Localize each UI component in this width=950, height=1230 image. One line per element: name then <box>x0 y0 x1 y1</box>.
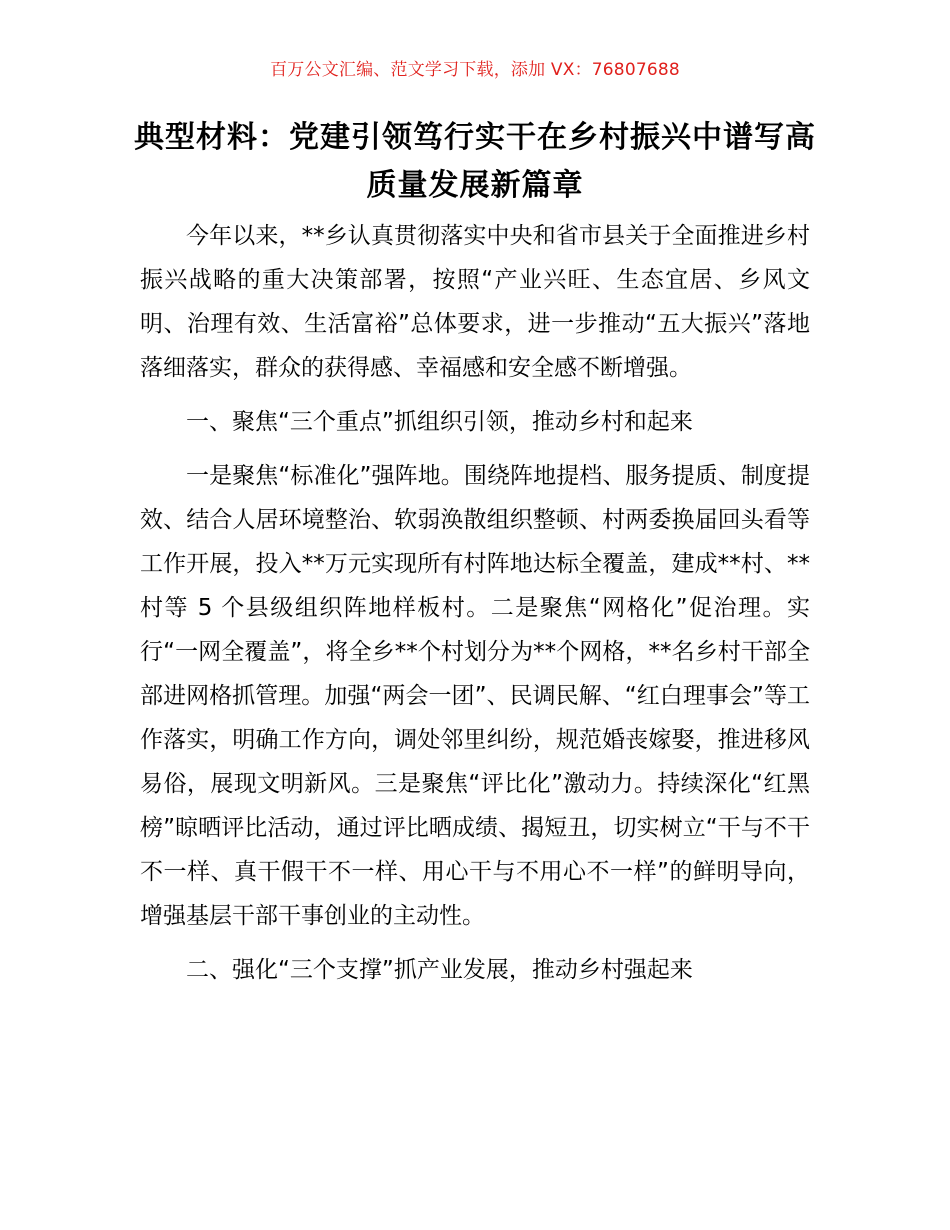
intro-paragraph: 今年以来，**乡认真贯彻落实中央和省市县关于全面推进乡村振兴战略的重大决策部署，按照“产业兴旺、生态宜居、乡风文明、治理有效、生活富裕”总体要求，进一步推动“五大振兴”落地落细落实，群众的获得感、幸福感和安全感不断增强。 <box>140 223 810 381</box>
section-heading-1: 一、聚焦“三个重点”抓组织引领，推动乡村和起来 <box>186 409 693 435</box>
document-title: 典型材料：党建引领笃行实干在乡村振兴中谱写高质量发展新篇章 <box>134 120 816 203</box>
section-1-paragraph: 一是聚焦“标准化”强阵地。围绕阵地提档、服务提质、制度提效、结合人居环境整治、软弱涣散组织整顿、村两委换届回头看等工作开展，投入**万元实现所有村阵地达标全覆盖，建成**村、**村等 5 个县级组织阵地样板村。二是聚焦“网格化”促治理。实行“一网全覆盖”，将全乡**个村划分为**个网格，**名乡村干部全部进网格抓管理。加强“两会一团”、民调民解、“红白理事会”等工作落实，明确工作方向，调处邻里纠纷，规范婚丧嫁娶，推进移风易俗，展现文明新风。三是聚焦“评比化”激动力。持续深化“红黑榜”晾晒评比活动，通过评比晒成绩、揭短丑，切实树立“干与不干不一样、真干假干不一样、用心干与不用心不一样”的鲜明导向，增强基层干部干事创业的主动性。 <box>140 463 810 929</box>
paragraph-gap <box>140 444 810 454</box>
paragraph-gap <box>140 390 810 400</box>
header-note: 百万公文汇编、范文学习下载，添加 VX：76807688 <box>270 60 680 80</box>
section-heading-2: 二、强化“三个支撑”抓产业发展，推动乡村强起来 <box>186 957 693 983</box>
document-body <box>140 214 810 992</box>
paragraph-gap <box>140 938 810 948</box>
